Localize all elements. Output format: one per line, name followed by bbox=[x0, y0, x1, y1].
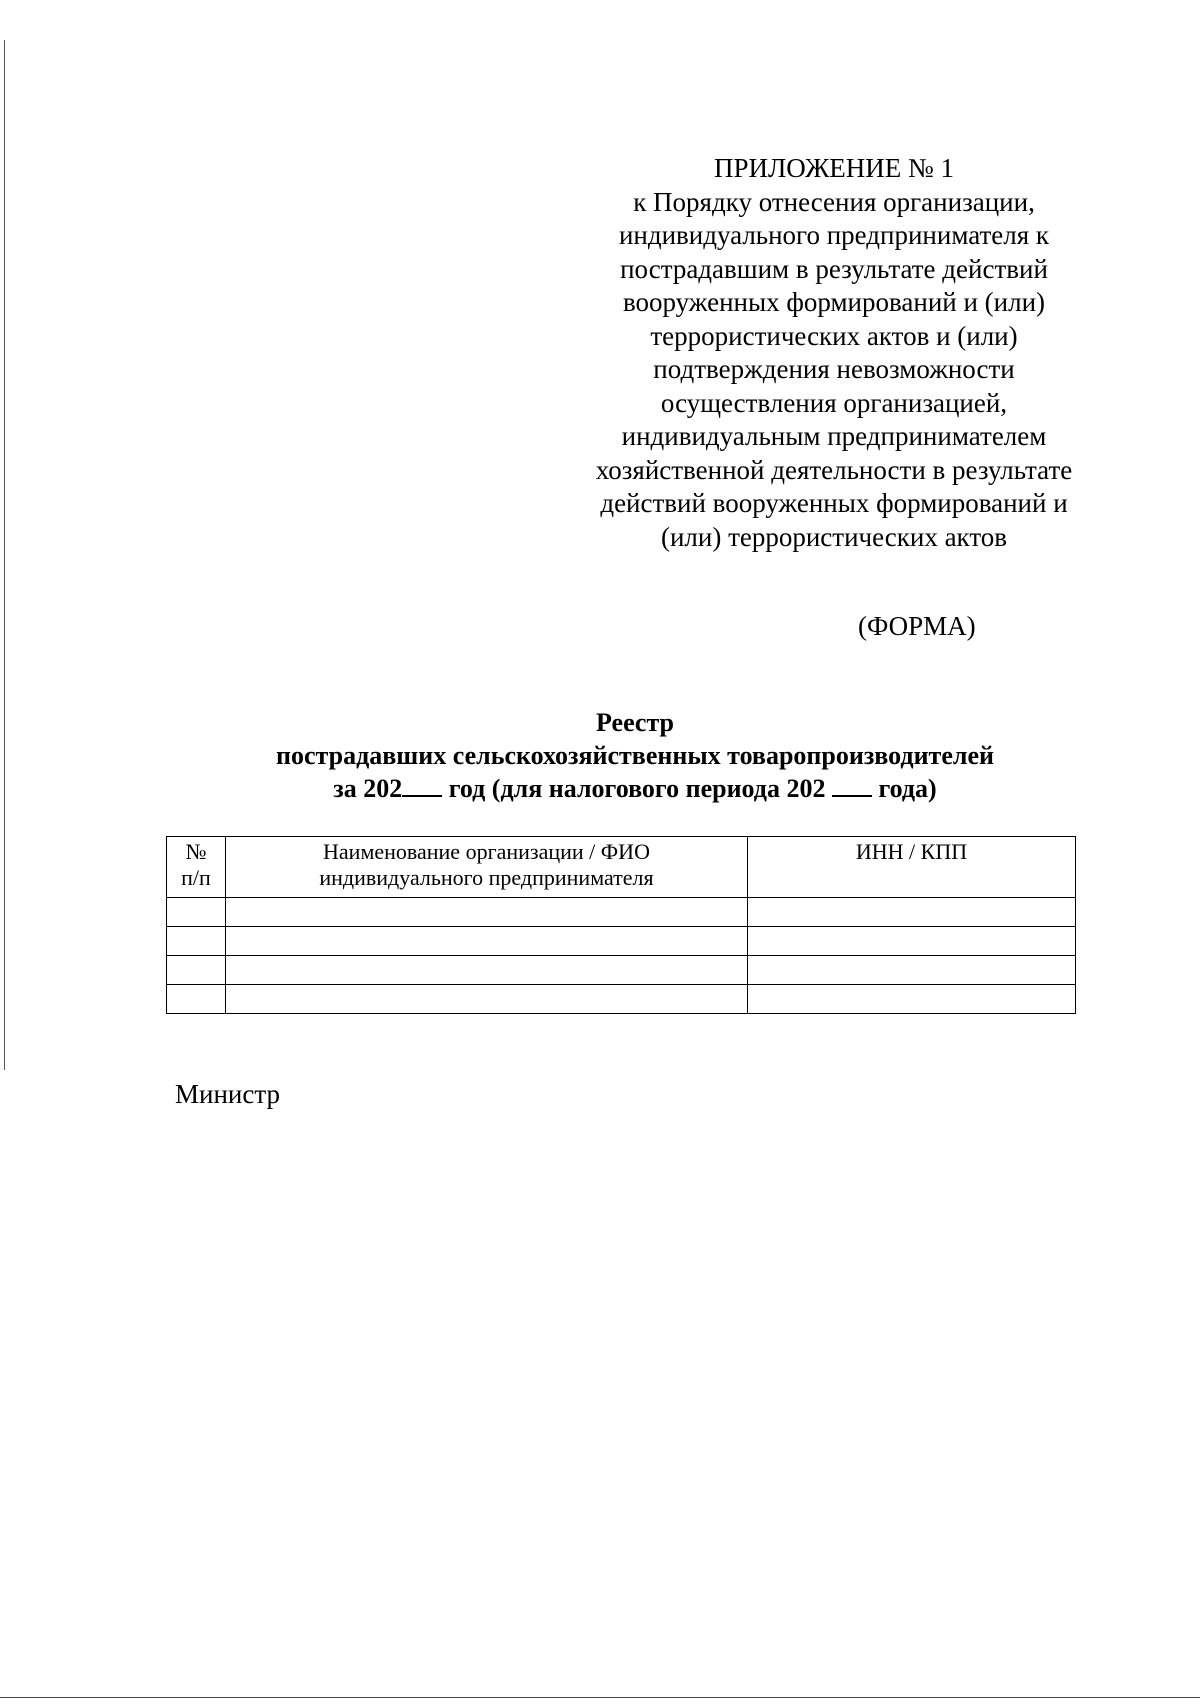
cell-inn bbox=[748, 927, 1076, 956]
appendix-line: хозяйственной деятельности в результате bbox=[595, 454, 1073, 485]
header-name bbox=[226, 837, 748, 898]
appendix-header bbox=[560, 152, 1108, 554]
cell-number bbox=[167, 898, 226, 927]
form-label: (ФОРМА) bbox=[858, 611, 976, 641]
cell-number bbox=[167, 927, 226, 956]
registry-period bbox=[160, 772, 1110, 805]
cell-number bbox=[167, 956, 226, 985]
appendix-line: пострадавшим в результате действий bbox=[620, 253, 1048, 284]
appendix-line: действий вооруженных формирований и bbox=[600, 488, 1068, 518]
cell-name bbox=[226, 898, 748, 927]
period-suffix: года) bbox=[871, 774, 937, 803]
header-inn bbox=[748, 837, 1076, 898]
cell-inn bbox=[748, 898, 1076, 927]
registry-table bbox=[166, 836, 1076, 1014]
appendix-line: (или) террористических актов bbox=[660, 521, 1008, 552]
cell-name bbox=[226, 985, 748, 1014]
registry-title-block bbox=[160, 706, 1110, 805]
scan-edge-bottom bbox=[0, 1697, 1200, 1698]
period-prefix: за 202 bbox=[333, 774, 403, 803]
table-row bbox=[167, 898, 1076, 927]
table-row bbox=[167, 985, 1076, 1014]
appendix-line: осуществления организацией, bbox=[660, 387, 1008, 418]
cell-inn bbox=[748, 985, 1076, 1014]
scan-edge-left bbox=[4, 40, 5, 1070]
year-blank bbox=[402, 777, 442, 797]
appendix-title: ПРИЛОЖЕНИЕ № 1 bbox=[713, 153, 955, 183]
header-name-line2: индивидуального предпринимателя bbox=[319, 865, 654, 890]
cell-inn bbox=[748, 956, 1076, 985]
registry-title: Реестр bbox=[595, 708, 675, 737]
cell-number bbox=[167, 985, 226, 1014]
header-inn-label: ИНН / КПП bbox=[855, 839, 968, 864]
appendix-line: индивидуальным предпринимателем bbox=[621, 421, 1047, 451]
appendix-line: террористических актов и (или) bbox=[650, 320, 1018, 351]
table-header-row bbox=[167, 837, 1076, 898]
header-name-line1: Наименование организации / ФИО bbox=[323, 839, 650, 864]
header-number-line1: № bbox=[185, 839, 207, 864]
appendix-line: к Порядку отнесения организации, bbox=[633, 186, 1035, 217]
appendix-line: вооруженных формирований и (или) bbox=[622, 287, 1046, 317]
cell-name bbox=[226, 956, 748, 985]
header-number-line2: п/п bbox=[181, 865, 211, 890]
table-row bbox=[167, 927, 1076, 956]
table-row bbox=[167, 956, 1076, 985]
signature-title: Министр bbox=[175, 1079, 280, 1109]
appendix-line: индивидуального предпринимателя к bbox=[618, 220, 1050, 250]
period-middle: год (для налогового периода 202 bbox=[442, 774, 832, 803]
header-number bbox=[167, 837, 226, 898]
registry-subtitle: пострадавших сельскохозяйственных товаропроизводителей bbox=[276, 741, 994, 770]
appendix-line: подтверждения невозможности bbox=[653, 354, 1015, 384]
cell-name bbox=[226, 927, 748, 956]
tax-year-blank bbox=[832, 777, 872, 797]
